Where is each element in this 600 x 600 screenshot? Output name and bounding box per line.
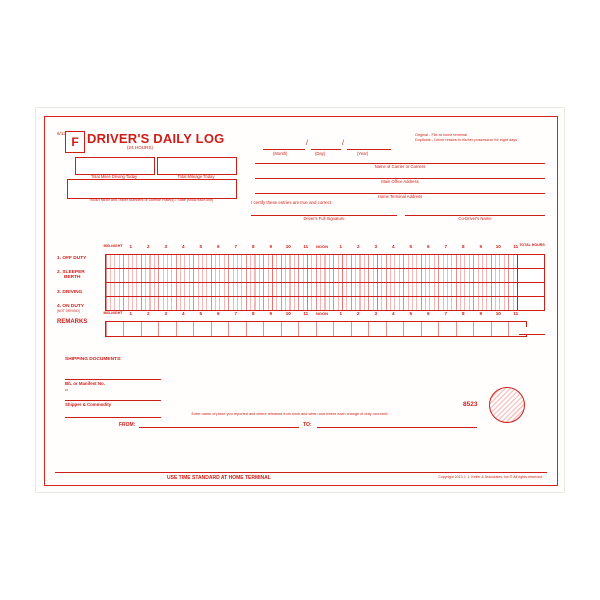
midnight-text-left: MID-NIGHT: [103, 244, 123, 248]
row-4-number: 4.: [57, 304, 62, 309]
b-hour-17: 5: [409, 311, 413, 316]
b-hour-19: 7: [444, 311, 448, 316]
hour-10: 10: [285, 244, 291, 249]
from-label: FROM:: [119, 422, 136, 428]
grid-major-ticks-2: [106, 269, 526, 282]
original-copy-note: [415, 133, 517, 143]
grid-row-off-duty[interactable]: [105, 254, 527, 269]
original-note-line-1: Original - File at home terminal: [415, 133, 467, 137]
date-day-input[interactable]: [311, 139, 341, 150]
hour-header-top: [105, 243, 525, 254]
home-terminal-address-label: Home Terminal Address: [377, 194, 423, 199]
total-hours-driving[interactable]: [517, 282, 545, 297]
time-standard-notice: USE TIME STANDARD AT HOME TERMINAL: [167, 474, 271, 481]
hour-4: 4: [181, 244, 185, 249]
shipping-documents-line-2[interactable]: [65, 400, 161, 401]
b-hour-4: 4: [181, 311, 185, 316]
row-1-label: OFF DUTY: [62, 256, 87, 261]
bl-manifest-text: B/L or Manifest No.: [65, 381, 105, 386]
row-label-on-duty: [57, 304, 84, 313]
midnight-label-left: [103, 244, 123, 248]
form-border: [44, 116, 558, 486]
driver-signature-label: Driver's Full Signature: [303, 216, 345, 221]
to-input[interactable]: [317, 427, 477, 428]
truck-tractor-input[interactable]: [67, 179, 237, 199]
b-hour-10: 10: [285, 311, 291, 316]
noon-label-bottom: NOON: [316, 311, 328, 316]
b-hour-3: 3: [164, 311, 168, 316]
b-hour-8: 8: [251, 311, 255, 316]
form-number: 8523: [463, 401, 478, 408]
grid-major-ticks-1: [106, 255, 526, 268]
hour-23: 11: [513, 244, 519, 249]
hour-17: 5: [409, 244, 413, 249]
b-hour-21: 9: [479, 311, 483, 316]
date-field-group[interactable]: [263, 139, 391, 156]
midnight-text-bottom: MID-NIGHT: [103, 311, 123, 315]
hour-16: 4: [391, 244, 395, 249]
b-hour-9: 9: [269, 311, 273, 316]
b-hour-16: 4: [391, 311, 395, 316]
hour-header-bottom: [105, 310, 525, 321]
b-hour-13: 1: [339, 311, 343, 316]
total-hours-off-duty[interactable]: [517, 254, 545, 269]
row-label-off-duty: [57, 256, 86, 261]
hour-19: 7: [444, 244, 448, 249]
hour-3: 3: [164, 244, 168, 249]
date-separator-2: /: [342, 140, 344, 147]
duty-status-grid: [55, 243, 547, 343]
shipping-documents-line-3[interactable]: [65, 417, 161, 418]
carrier-name-label: Name of Carrier or Carriers: [374, 164, 426, 169]
b-hour-23: 11: [513, 311, 519, 316]
shipping-documents-label: [65, 357, 122, 363]
row-2-label: SLEEPER: [62, 270, 85, 275]
b-hour-7: 7: [234, 311, 238, 316]
grid-row-on-duty[interactable]: [105, 296, 527, 311]
row-label-driving: [57, 290, 82, 295]
remarks-major-ticks: [106, 322, 526, 336]
hour-9: 9: [269, 244, 273, 249]
total-mileage-input[interactable]: [157, 157, 237, 175]
total-hours-label: TOTAL HOURS: [519, 243, 545, 247]
b-hour-14: 2: [356, 311, 360, 316]
hour-18: 6: [426, 244, 430, 249]
date-month-input[interactable]: [263, 139, 305, 150]
hour-2: 2: [146, 244, 150, 249]
total-hours-sleeper-berth[interactable]: [517, 268, 545, 283]
bl-manifest-label: [65, 381, 105, 393]
page-subtitle: (24 HOURS): [127, 145, 154, 150]
row-3-label: DRIVING: [62, 290, 83, 295]
b-hour-6: 6: [216, 311, 220, 316]
b-hour-1: 1: [129, 311, 133, 316]
from-input[interactable]: [139, 427, 299, 428]
noon-label: NOON: [316, 244, 328, 249]
row-2-number: 2.: [57, 270, 62, 275]
hour-22: 10: [495, 244, 501, 249]
grid-row-sleeper-berth[interactable]: [105, 268, 527, 283]
hour-7: 7: [234, 244, 238, 249]
row-1-number: 1.: [57, 256, 62, 261]
hour-15: 3: [374, 244, 378, 249]
total-hours-header: [519, 243, 545, 247]
total-hours-on-duty[interactable]: [517, 296, 545, 311]
to-label: TO:: [303, 422, 312, 428]
hour-6: 6: [216, 244, 220, 249]
certify-label: I certify these entries are true and correct:: [251, 200, 333, 205]
page-title: DRIVER'S DAILY LOG: [87, 131, 225, 146]
remarks-total-line[interactable]: [519, 327, 545, 335]
total-miles-driving-label: Total Miles Driving Today: [90, 174, 138, 179]
hour-14: 2: [356, 244, 360, 249]
total-mileage-label: Total Mileage Today: [177, 174, 215, 179]
revision-code: 6/13: [57, 131, 66, 136]
copyright-notice: Copyright 2013 J. J. Keller & Associates, Inc.® All rights reserved.: [438, 475, 543, 479]
b-hour-5: 5: [199, 311, 203, 316]
shipper-commodity-label: [65, 402, 111, 408]
date-year-input[interactable]: [347, 139, 391, 150]
date-year-label: (Year): [357, 151, 369, 156]
main-office-address-label: Main Office Address: [381, 179, 419, 184]
footer-bar: [55, 472, 547, 482]
hour-5: 5: [199, 244, 203, 249]
red-seal-stamp-icon: [489, 387, 525, 423]
jjkeller-logo-icon: F: [65, 131, 85, 153]
bl-or-text: or: [65, 388, 69, 392]
hour-21: 9: [479, 244, 483, 249]
hour-11: 11: [303, 244, 309, 249]
date-month-label: (Month): [273, 151, 288, 156]
hour-8: 8: [251, 244, 255, 249]
shipping-documents-text: SHIPPING DOCUMENTS:: [65, 357, 122, 362]
remarks-entry-area[interactable]: [105, 321, 527, 337]
grid-major-ticks-4: [106, 297, 526, 310]
b-hour-11: 11: [303, 311, 309, 316]
hour-13: 1: [339, 244, 343, 249]
original-note-line-2: Duplicate - Driver retains in his/her possession for eight days: [415, 138, 518, 142]
b-hour-15: 3: [374, 311, 378, 316]
row-4-sub: (NOT DRIVING): [57, 309, 80, 313]
co-driver-label: Co-Driver's Name: [458, 216, 492, 221]
row-label-sleeper-berth: [57, 270, 85, 280]
midnight-label-bottom: [103, 311, 123, 315]
grid-row-driving[interactable]: [105, 282, 527, 297]
duty-change-note: Enter name of place you reported and where released from work and when and where each change of duty occurred.: [191, 412, 389, 416]
b-hour-2: 2: [146, 311, 150, 316]
total-miles-driving-input[interactable]: [75, 157, 155, 175]
b-hour-22: 10: [495, 311, 501, 316]
hour-1: 1: [129, 244, 133, 249]
driver-log-form: [36, 108, 564, 492]
row-3-number: 3.: [57, 290, 62, 295]
row-4-label: ON DUTY: [62, 304, 84, 309]
row-2-sub: BERTH: [64, 275, 81, 280]
shipping-documents-line-1[interactable]: [65, 379, 161, 380]
hour-20: 8: [461, 244, 465, 249]
b-hour-18: 6: [426, 311, 430, 316]
date-day-label: (Day): [315, 151, 326, 156]
shipper-commodity-text: Shipper & Commodity: [65, 402, 112, 407]
b-hour-20: 8: [461, 311, 465, 316]
grid-major-ticks-3: [106, 283, 526, 296]
date-separator-1: /: [306, 140, 308, 147]
truck-tractor-label: Truck/Tractor and Trailer Numbers or License Plate(s) / State (show each unit): [88, 198, 214, 202]
remarks-label: REMARKS: [57, 319, 88, 325]
